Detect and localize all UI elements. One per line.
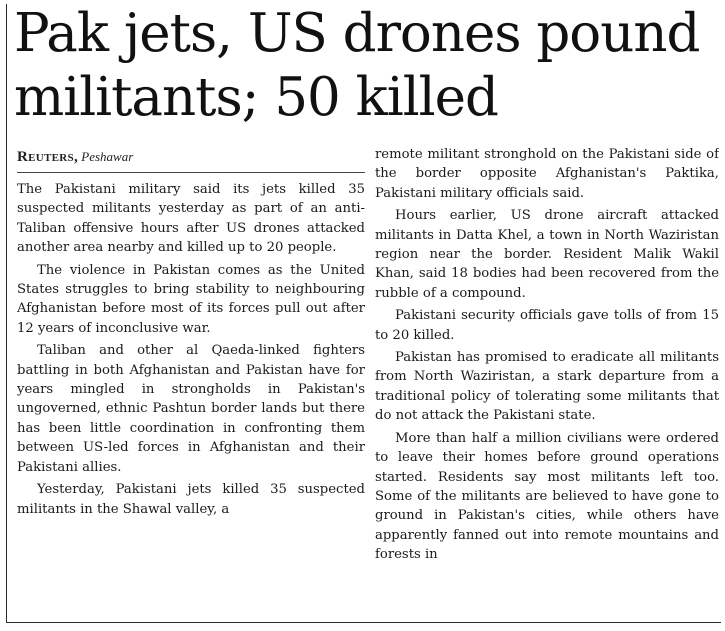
bottom-rule [6,622,721,623]
byline-agency: Reuters, [17,149,78,165]
paragraph: remote militant stronghold on the Pakistani side of the border opposite Afghanistan's Paktika, Pakistani military officials said. [375,147,719,201]
byline-rule [17,172,365,173]
paragraph: Yesterday, Pakistani jets killed 35 suspected militants in the Shawal valley, a [17,482,365,517]
paragraph: The violence in Pakistan comes as the United States struggles to bring stability to neighbouring Afghanistan before most of its forces pull out after 12 years of inconclusive war. [17,262,365,336]
byline-place: Peshawar [81,149,134,164]
article-column-right [375,145,719,618]
paragraph: Pakistan has promised to eradicate all militants from North Waziristan, a stark departure from a traditional policy of tolerating some militants that do not attack the Pakistani state. [375,350,719,424]
left-column-rule [6,4,7,623]
headline: Pak jets, US drones pound militants; 50 killed [14,3,700,128]
paragraph: Pakistani security officials gave tolls of from 15 to 20 killed. [375,308,719,343]
paragraph: More than half a million civilians were ordered to leave their homes before ground operations started. Residents say most militants left too. Some of the militants are believed to have gone to ground in Pakistan's cities, while others have apparently fanned out into remote mountains and forests in [375,430,719,563]
paragraph: Taliban and other al Qaeda-linked fighters battling in both Afghanistan and Pakistan have for years mingled in strongholds in Pakistan's ungoverned, ethnic Pashtun border lands but there has been little coordination in confronting them between US-led forces in Afghanistan and their Pakistani allies. [17,343,365,475]
paragraph: The Pakistani military said its jets killed 35 suspected militants yesterday as part of an anti-Taliban offensive hours after US drones attacked another area nearby and killed up to 20 people. [17,182,365,256]
article-column-left [17,180,365,618]
paragraph: Hours earlier, US drone aircraft attacked militants in Datta Khel, a town in North Waziristan region near the border. Resident Malik Wakil Khan, said 18 bodies had been recovered from the rubble of a compound. [375,208,719,301]
byline [17,148,367,166]
